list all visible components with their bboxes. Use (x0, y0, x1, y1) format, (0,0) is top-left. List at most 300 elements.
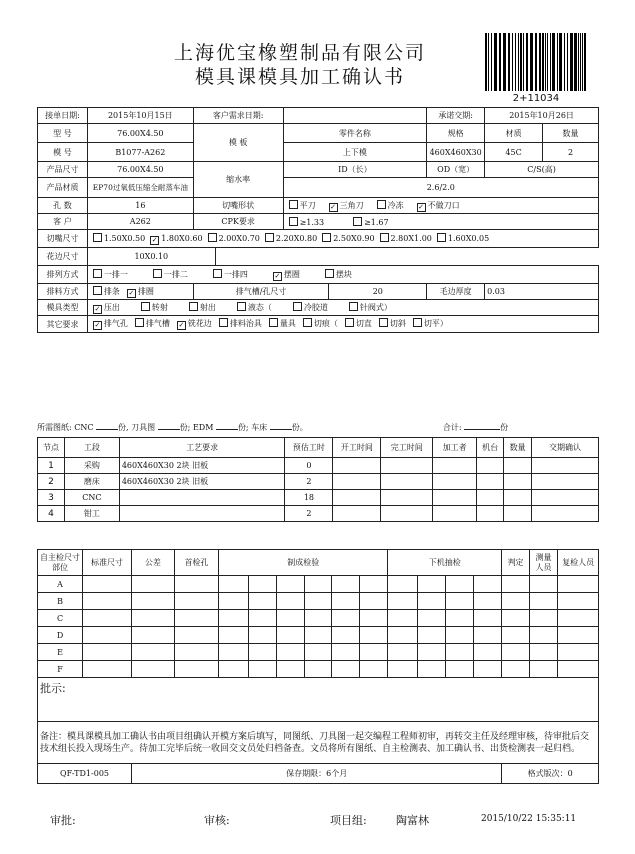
option-label: 切斜 (389, 319, 406, 328)
checkbox-unchecked[interactable] (322, 233, 331, 242)
inspection-input-cell[interactable] (529, 576, 557, 593)
option-label: 1.80X0.60 (161, 233, 203, 243)
timestamp: 2015/10/22 15:35:11 (481, 814, 577, 824)
inspection-input-cell[interactable] (276, 576, 304, 593)
inspection-input-cell[interactable] (388, 661, 418, 678)
inspection-input-cell[interactable] (174, 610, 218, 627)
inspection-input-cell[interactable] (474, 593, 502, 610)
other-label: 其它要求 (38, 316, 88, 333)
checkbox-unchecked[interactable] (141, 302, 150, 311)
option-item (290, 303, 328, 312)
inspection-input-cell[interactable] (446, 644, 474, 661)
checkbox-unchecked[interactable] (93, 286, 102, 295)
option-item (350, 218, 389, 227)
product-material-value: EP70过氧低压缩全耐蒸车油 (87, 178, 193, 198)
barcode-bar (520, 33, 522, 91)
model-value: 76.00X4.50 (87, 124, 193, 143)
inspection-table (37, 549, 599, 784)
inspection-header-cell: 测量人员 (529, 550, 557, 576)
inspection-input-cell[interactable] (388, 644, 418, 661)
option-label: 2.00X0.70 (218, 233, 260, 243)
option-label: 冷胶道 (303, 302, 328, 312)
flower-size-value: 10X0.10 (87, 248, 215, 266)
option-label: 2.50X0.90 (333, 233, 375, 243)
barcode-bar (539, 33, 541, 91)
option-label: 一排二 (163, 269, 188, 279)
inspection-input-cell[interactable] (132, 576, 175, 593)
checkbox-unchecked[interactable] (219, 318, 228, 327)
checkbox-checked[interactable]: ✓ (94, 304, 101, 313)
process-cell (504, 474, 532, 490)
process-row (38, 474, 599, 490)
inspection-input-cell[interactable] (558, 576, 599, 593)
inspection-input-cell[interactable] (502, 610, 529, 627)
process-cell (333, 458, 381, 474)
gate-size-label: 切嘴尺寸 (38, 230, 88, 248)
inspection-input-cell[interactable] (174, 593, 218, 610)
option-label: 摆块 (335, 269, 352, 279)
total-blank[interactable] (464, 429, 500, 430)
process-cell (381, 458, 433, 474)
option-item (90, 319, 128, 328)
inspection-header-cell: 首检孔 (174, 550, 218, 576)
inspection-input-cell[interactable] (132, 644, 175, 661)
checkbox-unchecked[interactable] (380, 233, 389, 242)
inspection-input-cell[interactable] (558, 610, 599, 627)
inspection-input-cell[interactable] (304, 576, 332, 593)
checkbox-checked[interactable]: ✓ (94, 321, 101, 329)
inspection-input-cell[interactable] (360, 593, 388, 610)
receive-date-label: 接单日期: (38, 108, 88, 124)
option-label: 液态（ (247, 302, 272, 312)
inspection-input-cell[interactable] (529, 627, 557, 644)
cnc-blank[interactable] (96, 429, 118, 430)
process-header-cell: 开工时间 (333, 438, 381, 458)
retention: 保存期限：6个月 (132, 764, 502, 784)
blank-cell (285, 522, 333, 536)
barcode-text: 2+11034 (512, 93, 560, 104)
barcode-bar (494, 33, 497, 91)
inspection-input-cell[interactable] (360, 644, 388, 661)
inspection-input-cell[interactable] (474, 576, 502, 593)
company-title: 上海优宝橡塑制品有限公司 (173, 42, 426, 64)
inspection-input-cell[interactable] (132, 593, 175, 610)
blank-cell (477, 522, 504, 536)
arrange-options (87, 266, 598, 284)
checkbox-checked[interactable]: ✓ (330, 202, 337, 211)
inspection-input-cell[interactable] (529, 610, 557, 627)
template-label: 模 板 (193, 124, 283, 162)
inspection-input-cell[interactable] (558, 627, 599, 644)
option-item (377, 234, 432, 243)
inspection-input-cell[interactable] (304, 627, 332, 644)
gate-size-options (87, 230, 598, 248)
blank-cell (433, 522, 477, 536)
checkbox-unchecked[interactable] (437, 233, 446, 242)
barcode-bar (564, 33, 565, 91)
inspection-input-cell[interactable] (332, 576, 360, 593)
inspection-input-cell[interactable] (388, 576, 418, 593)
inspection-input-cell[interactable] (132, 610, 175, 627)
flash-label: 毛边厚度 (427, 284, 485, 300)
checkbox-unchecked[interactable] (269, 318, 278, 327)
inspection-input-cell[interactable] (276, 644, 304, 661)
inspection-input-cell[interactable] (332, 661, 360, 678)
inspection-input-cell[interactable] (83, 644, 132, 661)
process-cell: 460X460X30 2块 旧板 (119, 474, 285, 490)
blank-cell (38, 522, 65, 536)
inspection-input-cell[interactable] (219, 644, 249, 661)
inspection-input-cell[interactable] (529, 661, 557, 678)
inspection-input-cell[interactable] (174, 576, 218, 593)
other-options (87, 316, 598, 333)
remark-label: 批示: (38, 678, 599, 722)
inspection-input-cell[interactable] (304, 593, 332, 610)
inspection-input-cell[interactable] (132, 627, 175, 644)
inspection-input-cell[interactable] (248, 644, 276, 661)
option-label: 2.20X0.80 (275, 233, 318, 243)
inspection-input-cell[interactable] (219, 627, 249, 644)
inspection-header-cell: 自主检尺寸部位 (38, 550, 83, 576)
option-item (186, 303, 216, 312)
checkbox-unchecked[interactable] (379, 318, 388, 327)
inspection-input-cell[interactable] (304, 610, 332, 627)
inspection-input-cell[interactable] (446, 593, 474, 610)
promise-date: 2015年10月26日 (485, 108, 599, 124)
model-label: 型 号 (38, 124, 88, 143)
process-header-cell: 预估工时 (285, 438, 333, 458)
cpk-label: CPK要求 (193, 214, 283, 230)
inspection-input-cell[interactable] (446, 576, 474, 593)
blank-cell (532, 522, 599, 536)
process-cell (433, 506, 477, 522)
total-label: 合计: (442, 423, 462, 432)
inspection-input-cell[interactable] (174, 661, 218, 678)
inspection-input-cell[interactable] (502, 644, 529, 661)
tool-drawing-label: 刀具图 (131, 423, 156, 432)
flower-size-blank (215, 248, 598, 266)
blank-cell (504, 536, 532, 550)
process-blank-row (38, 522, 599, 536)
inspection-input-cell[interactable] (418, 610, 446, 627)
inspection-input-cell[interactable] (360, 610, 388, 627)
inspection-input-cell[interactable] (388, 610, 418, 627)
inspection-input-cell[interactable] (174, 627, 218, 644)
inspection-input-cell[interactable] (248, 627, 276, 644)
barcode-bar (523, 33, 524, 91)
checkbox-checked[interactable]: ✓ (178, 321, 185, 329)
checkbox-checked[interactable]: ✓ (418, 202, 425, 211)
inspection-input-cell[interactable] (332, 593, 360, 610)
barcode-bar (542, 33, 544, 91)
inspection-input-cell[interactable] (332, 644, 360, 661)
inspection-input-cell[interactable] (418, 593, 446, 610)
tool-blank[interactable] (158, 429, 180, 430)
blank-cell (333, 536, 381, 550)
checkbox-unchecked[interactable] (208, 233, 217, 242)
inspection-input-cell[interactable] (83, 610, 132, 627)
inspection-input-cell[interactable] (558, 593, 599, 610)
option-item (376, 319, 406, 328)
inspection-input-cell[interactable] (418, 661, 446, 678)
inspection-input-cell[interactable] (418, 576, 446, 593)
option-label: 平刀 (299, 200, 316, 210)
barcode-bar (508, 33, 510, 91)
option-item (374, 201, 404, 210)
barcode-bar (574, 33, 577, 91)
inspection-input-cell[interactable] (418, 644, 446, 661)
checkbox-unchecked[interactable] (93, 233, 102, 242)
checkbox-unchecked[interactable] (265, 233, 274, 242)
product-material-label: 产品材质 (38, 178, 88, 198)
form-no: QF-TD1-005 (38, 764, 132, 784)
checkbox-unchecked[interactable] (153, 269, 162, 278)
qty-value: 2 (543, 143, 599, 162)
checkbox-unchecked[interactable] (135, 318, 144, 327)
checkbox-checked[interactable]: ✓ (151, 235, 158, 244)
option-label: 冷冻 (387, 200, 404, 210)
inspection-input-cell[interactable] (332, 610, 360, 627)
inspection-input-cell[interactable] (474, 644, 502, 661)
inspection-input-cell[interactable] (132, 661, 175, 678)
option-label: 摆圈 (283, 269, 300, 279)
shrink-value: 2.6/2.0 (283, 178, 598, 198)
process-cell: 磨床 (64, 474, 119, 490)
process-cell (381, 506, 433, 522)
project-person: 陶富林 (396, 814, 429, 827)
customer-date (283, 108, 427, 124)
form-title: 模具课模具加工确认书 (194, 66, 405, 88)
process-blank-row (38, 536, 599, 550)
barcode-bar (485, 33, 487, 91)
inspection-input-cell[interactable] (219, 593, 249, 610)
process-header-cell: 交期确认 (532, 438, 599, 458)
process-cell: 采购 (64, 458, 119, 474)
option-item (286, 218, 325, 227)
process-header-cell: 加工者 (433, 438, 477, 458)
inspection-input-cell[interactable] (558, 661, 599, 678)
option-label: 一排四 (223, 269, 248, 279)
checkbox-unchecked[interactable] (289, 217, 298, 226)
inspection-input-cell[interactable] (446, 661, 474, 678)
product-size-label: 产品尺寸 (38, 162, 88, 178)
barcode-bar (559, 33, 562, 91)
inspection-input-cell[interactable] (446, 610, 474, 627)
process-cell: CNC (64, 490, 119, 506)
process-cell (477, 474, 504, 490)
checkbox-unchecked[interactable] (93, 269, 102, 278)
inspection-header-cell: 下机抽检 (388, 550, 502, 576)
checkbox-unchecked[interactable] (293, 302, 302, 311)
blank-cell (119, 536, 285, 550)
barcode-bar (503, 33, 506, 91)
inspection-row (38, 576, 599, 593)
checkbox-unchecked[interactable] (345, 318, 354, 327)
process-cell (504, 506, 532, 522)
note-text: 备注：模具课模具加工确认书由项目组确认开模方案后填写，同图纸、刀具图一起交编程工程师初审，再转交主任及经理审核，待审批后交技术组长投入现场生产。待加工完毕后统一收回交文员处归档备查。文员将所有图纸、自主检测表、加工确认书、出货检测表一起归档。 (38, 722, 599, 764)
customer-value: A262 (87, 214, 193, 230)
process-cell: 2 (38, 474, 65, 490)
lathe-unit: 份。 (291, 423, 308, 432)
barcode-bar (582, 33, 583, 91)
inspection-input-cell[interactable] (83, 576, 132, 593)
checkbox-unchecked[interactable] (377, 200, 386, 209)
barcode-bar (535, 33, 537, 91)
checkbox-unchecked[interactable] (353, 217, 362, 226)
mold-no-label: 模 号 (38, 143, 88, 162)
inspection-row (38, 661, 599, 678)
inspection-input-cell[interactable] (83, 627, 132, 644)
process-cell: 460X460X30 2块 旧板 (119, 458, 285, 474)
inspection-input-cell[interactable] (360, 576, 388, 593)
option-item (262, 234, 317, 243)
inspection-header-cell: 复检人员 (558, 550, 599, 576)
inspection-input-cell[interactable] (219, 576, 249, 593)
process-cell (477, 490, 504, 506)
inspection-part-cell: D (38, 627, 83, 644)
inspection-input-cell[interactable] (502, 576, 529, 593)
mold-type-label: 模具类型 (38, 300, 88, 316)
gate-shape-label: 切嘴形状 (193, 198, 283, 214)
process-cell: 1 (38, 458, 65, 474)
checkbox-unchecked[interactable] (189, 302, 198, 311)
cnc-label: CNC (74, 423, 94, 432)
option-label: ≥1.67 (364, 217, 389, 227)
inspection-input-cell[interactable] (219, 610, 249, 627)
checkbox-unchecked[interactable] (303, 318, 312, 327)
inspection-input-cell[interactable] (248, 610, 276, 627)
process-header-cell: 工艺要求 (119, 438, 285, 458)
inspection-input-cell[interactable] (502, 627, 529, 644)
option-label: 切直 (355, 319, 372, 328)
option-item (266, 319, 296, 328)
vent-label: 排气槽/孔尺寸 (193, 284, 329, 300)
checkbox-checked[interactable]: ✓ (128, 288, 135, 297)
inspection-input-cell[interactable] (248, 593, 276, 610)
option-label: 转射 (151, 302, 168, 312)
inspection-part-cell: C (38, 610, 83, 627)
option-item (216, 319, 262, 328)
option-label: 排圈 (137, 286, 154, 296)
inspection-row (38, 593, 599, 610)
option-label: 一排一 (103, 269, 128, 279)
total-unit: 份 (500, 423, 509, 432)
inspection-input-cell[interactable] (474, 610, 502, 627)
option-label: 针阀式） (359, 302, 392, 312)
inspection-input-cell[interactable] (474, 661, 502, 678)
inspection-input-cell[interactable] (388, 627, 418, 644)
inspection-input-cell[interactable] (558, 644, 599, 661)
inspection-input-cell[interactable] (418, 627, 446, 644)
inspection-input-cell[interactable] (360, 627, 388, 644)
barcode-bar (530, 33, 533, 91)
option-label: 压出 (103, 302, 120, 312)
checkbox-unchecked[interactable] (349, 302, 358, 311)
option-label: 排气孔 (103, 319, 128, 328)
inspection-header-cell: 判定 (502, 550, 529, 576)
option-item (90, 303, 120, 312)
inspection-input-cell[interactable] (502, 661, 529, 678)
inspection-header-cell: 公差 (132, 550, 175, 576)
version: 格式版次：0 (502, 764, 599, 784)
cpk-options (283, 214, 598, 230)
option-item (414, 201, 460, 210)
inspection-input-cell[interactable] (248, 576, 276, 593)
lathe-blank[interactable] (270, 429, 292, 430)
inspection-input-cell[interactable] (248, 661, 276, 678)
receive-date: 2015年10月15日 (87, 108, 193, 124)
option-label: 不做刀口 (427, 200, 460, 210)
inspection-input-cell[interactable] (276, 661, 304, 678)
blank-cell (504, 522, 532, 536)
process-header-cell: 节点 (38, 438, 65, 458)
tool-unit: 份; (179, 423, 191, 432)
inspection-part-cell: A (38, 576, 83, 593)
process-row (38, 458, 599, 474)
inspection-input-cell[interactable] (304, 661, 332, 678)
blank-cell (285, 536, 333, 550)
option-item (124, 287, 154, 296)
process-cell (532, 506, 599, 522)
inspection-input-cell[interactable] (502, 593, 529, 610)
process-header-cell: 机台 (477, 438, 504, 458)
checkbox-unchecked[interactable] (237, 302, 246, 311)
option-label: 1.50X0.50 (103, 233, 146, 243)
process-cell (433, 474, 477, 490)
inspection-input-cell[interactable] (276, 627, 304, 644)
inspection-input-cell[interactable] (446, 627, 474, 644)
flower-size-label: 花边尺寸 (38, 248, 88, 266)
inspection-input-cell[interactable] (332, 627, 360, 644)
inspection-input-cell[interactable] (529, 593, 557, 610)
inspection-input-cell[interactable] (83, 661, 132, 678)
id-label: ID（长） (283, 162, 427, 178)
process-row (38, 506, 599, 522)
process-cell (532, 490, 599, 506)
option-item (234, 303, 272, 312)
checkbox-unchecked[interactable] (325, 269, 334, 278)
product-size-value: 76.00X4.50 (87, 162, 193, 178)
inspection-input-cell[interactable] (276, 593, 304, 610)
checkbox-unchecked[interactable] (413, 318, 422, 327)
approve-label: 审批: (50, 814, 76, 827)
checkbox-unchecked[interactable] (289, 200, 298, 209)
inspection-input-cell[interactable] (388, 593, 418, 610)
process-cell: 2 (285, 506, 333, 522)
inspection-input-cell[interactable] (219, 661, 249, 678)
barcode-bar (491, 33, 492, 91)
option-item (346, 303, 392, 312)
inspection-input-cell[interactable] (304, 644, 332, 661)
option-item (270, 270, 300, 279)
promise-date-label: 承诺交期: (427, 108, 485, 124)
inspection-input-cell[interactable] (276, 610, 304, 627)
option-item (322, 270, 352, 279)
option-item (286, 201, 316, 210)
inspection-input-cell[interactable] (83, 593, 132, 610)
inspection-input-cell[interactable] (529, 644, 557, 661)
barcode-bar (515, 33, 516, 91)
inspection-input-cell[interactable] (174, 644, 218, 661)
option-label: 2.80X1.00 (390, 233, 432, 243)
inspection-input-cell[interactable] (360, 661, 388, 678)
edm-blank[interactable] (216, 429, 238, 430)
edm-unit: 份; (237, 423, 249, 432)
checkbox-checked[interactable]: ✓ (274, 271, 281, 280)
checkbox-unchecked[interactable] (213, 269, 222, 278)
inspection-input-cell[interactable] (474, 627, 502, 644)
option-item (90, 234, 145, 243)
